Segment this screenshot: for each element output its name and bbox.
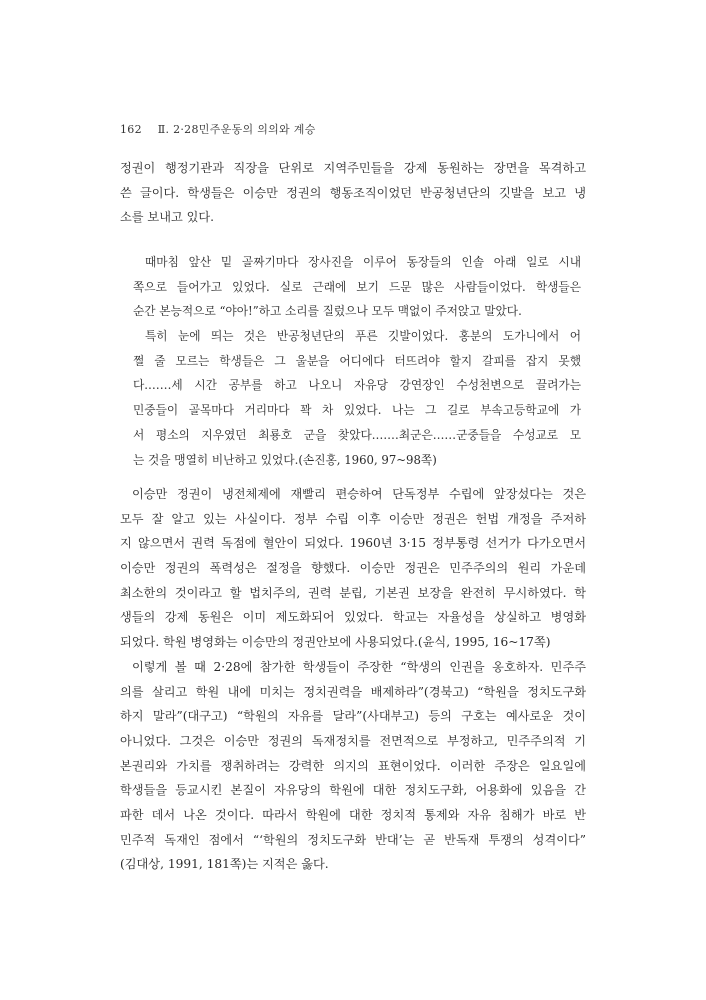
- running-header: [120, 121, 316, 137]
- quote-line: 쪽으로 들어가고 있었다. 실로 근래에 보기 드문 많은 사람들이었다. 학생들은: [133, 279, 581, 294]
- text-line: 학생들을 등교시킨 본질이 자유당의 학원에 대한 정치도구화, 어용화에 있음을 간: [120, 783, 586, 798]
- text-line: 의를 살리고 학원 내에 미치는 정치권력을 배제하라”(경북고) “학원을 정치도구화: [120, 684, 586, 699]
- quote-line: 민중들이 골목마다 거리마다 꽉 차 있었다. 나는 그 길로 부속고등학교에 가: [133, 403, 581, 418]
- text-line: (김대상, 1991, 181쪽)는 지적은 옳다.: [120, 857, 329, 872]
- text-line: 지 않으면서 권력 독점에 혈안이 되었다. 1960년 3·15 정부통령 선거가 다가오면서: [120, 536, 586, 551]
- quote-line: 순간 본능적으로 “야아!”하고 소리를 질렀으나 모두 맥없이 주저앉고 말았다.: [133, 304, 522, 319]
- text-line: 이승만 정권이 냉전체제에 재빨리 편승하여 단독정부 수립에 앞장섰다는 것은: [132, 487, 586, 501]
- quote-line: 서 평소의 지우였던 최룡호 군을 찾았다.……최군은……군중들을 수성교로 모: [133, 427, 581, 442]
- quote-line: 쩔 줄 모르는 학생들은 그 울분을 어디에다 터뜨려야 할지 갈피를 잡지 못했: [133, 353, 581, 368]
- block-quote: [133, 250, 581, 472]
- text-line: 모두 잘 알고 있는 사실이다. 정부 수립 이후 이승만 정권은 헌법 개정을 주저하: [120, 511, 586, 526]
- page-number: 162: [120, 123, 142, 136]
- quote-line: 다.……세 시간 공부를 하고 나오니 자유당 강연장인 수성천변으로 끌려가는: [133, 378, 581, 393]
- chapter-title: Ⅱ. 2·28민주운동의 의의와 계승: [157, 123, 316, 136]
- text-line: 하지 말라”(대구고) “학원의 자유를 달라”(사대부고) 등의 구호는 예사로운 것이: [120, 709, 586, 724]
- text-line: 이승만 정권의 폭력성은 절정을 향했다. 이승만 정권은 민주주의의 원리 가운데: [120, 561, 586, 576]
- body-text: [120, 482, 586, 877]
- intro-paragraph: [120, 156, 586, 230]
- text-line: 민주적 독재인 점에서 “‘학원의 정치도구화 반대’는 곧 반독재 투쟁의 성격이다”: [120, 832, 586, 847]
- text-line: 본권리와 가치를 쟁취하려는 강력한 의지의 표현이었다. 이러한 주장은 일요일에: [120, 758, 586, 773]
- quote-line: 특히 눈에 띄는 것은 반공청년단의 푸른 깃발이었다. 홍분의 도가니에서 어: [145, 329, 581, 344]
- quote-line: 는 것을 맹열히 비난하고 있었다.(손진홍, 1960, 97~98쪽): [133, 452, 437, 467]
- text-line: 쓴 글이다. 학생들은 이승만 정권의 행동조직이었던 반공청년단의 깃발을 보고 냉: [120, 185, 586, 200]
- text-line: 소를 보내고 있다.: [120, 210, 215, 225]
- quote-line: 때마침 앞산 밑 골짜기마다 장사진을 이루어 동장들의 인솔 아래 일로 시내: [145, 255, 581, 269]
- text-line: 파한 데서 나온 것이다. 따라서 학원에 대한 정치적 통제와 자유 침해가 바로 반: [120, 807, 586, 822]
- text-line: 아니었다. 그것은 이승만 정권의 독재정치를 전면적으로 부정하고, 민주주의적 기: [120, 733, 586, 748]
- text-line: 이렇게 볼 때 2·28에 참가한 학생들이 주장한 “학생의 인권을 옹호하자. 민주주: [132, 659, 586, 674]
- text-line: 최소한의 것이라고 할 법치주의, 권력 분립, 기본권 보장을 완전히 무시하였다. 학: [120, 585, 586, 600]
- text-line: 생들의 강제 동원은 이미 제도화되어 있었다. 학교는 자율성을 상실하고 병영화: [120, 610, 586, 625]
- text-line: 정권이 행정기관과 직장을 단위로 지역주민들을 강제 동원하는 장면을 목격하고: [120, 161, 586, 175]
- text-line: 되었다. 학원 병영화는 이승만의 정권안보에 사용되었다.(윤식, 1995, 16~17쪽): [120, 635, 551, 650]
